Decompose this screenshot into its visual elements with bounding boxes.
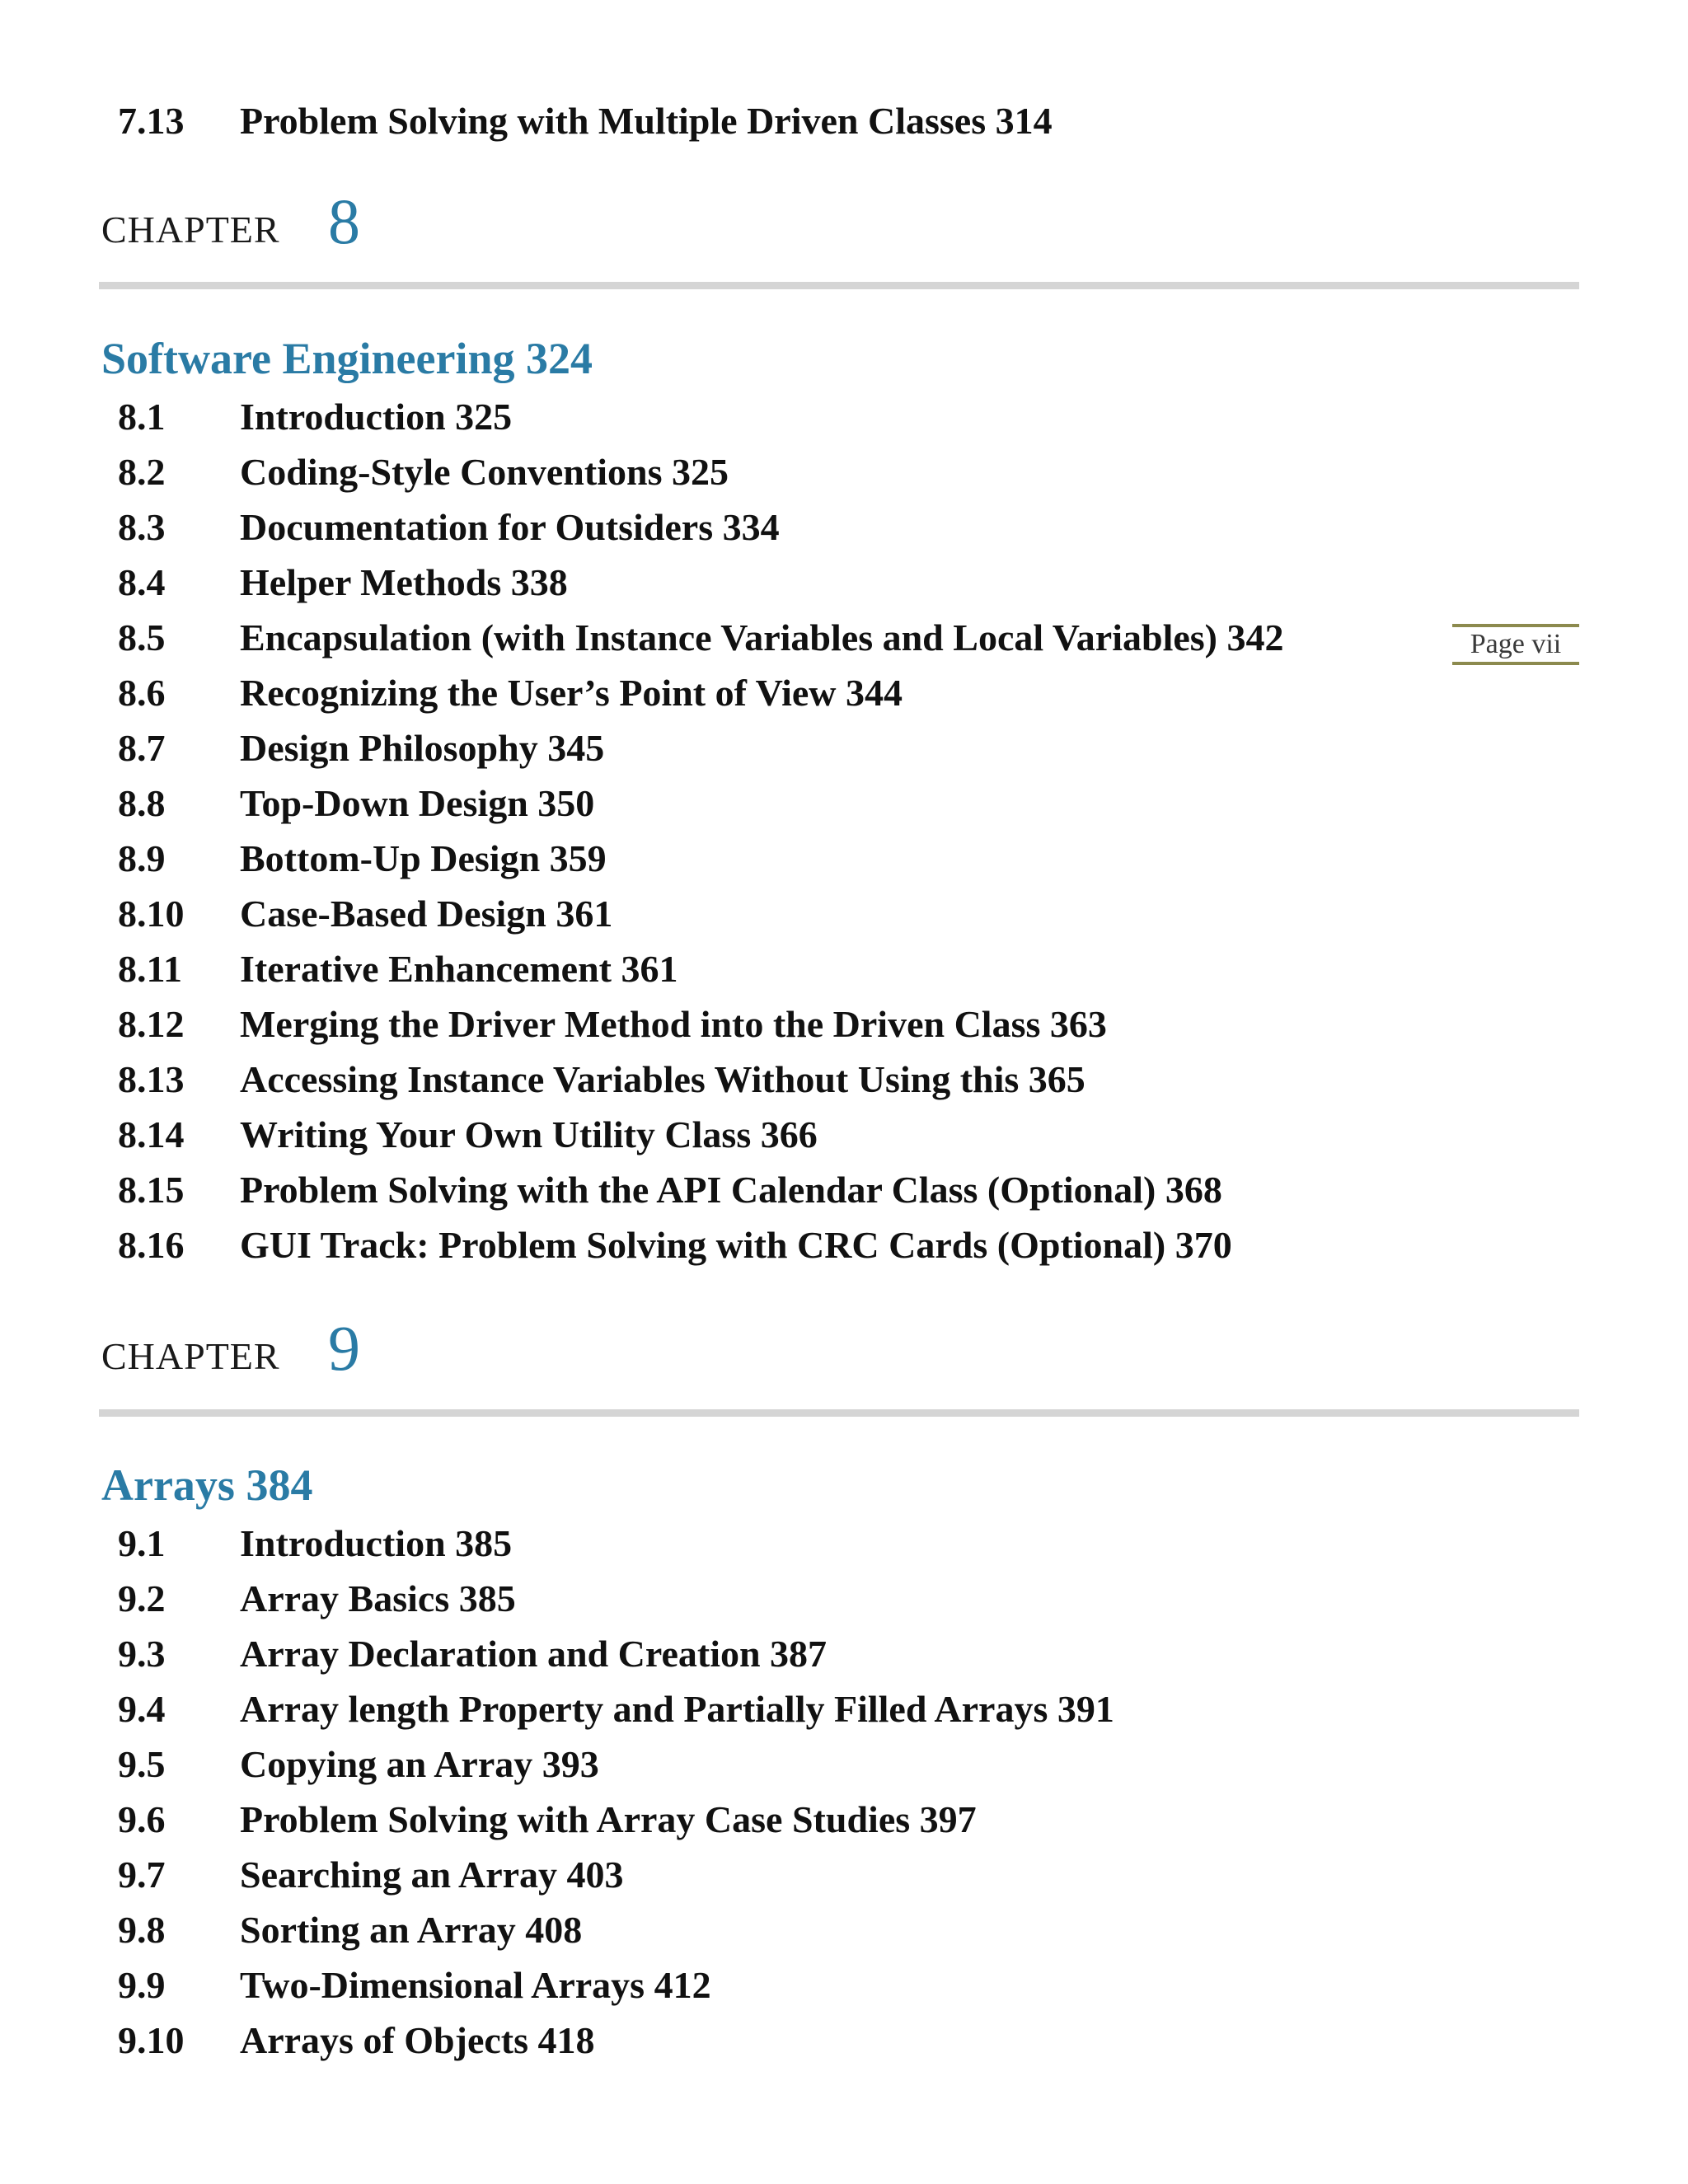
- section-title: Array Declaration and Creation 387: [240, 1633, 828, 1675]
- toc-entry: [118, 668, 903, 718]
- section-title: Problem Solving with Multiple Driven Classes 314: [240, 100, 1053, 142]
- section-title: Design Philosophy 345: [240, 727, 605, 769]
- section-number: 9.1: [118, 1522, 166, 1564]
- chapter-label: CHAPTER: [101, 1335, 280, 1377]
- section-number: 8.13: [118, 1058, 185, 1100]
- toc-entry: [118, 1629, 827, 1679]
- section-number: 9.7: [118, 1854, 166, 1896]
- section-number: 9.2: [118, 1577, 166, 1619]
- section-number: 9.10: [118, 2019, 185, 2061]
- toc-entry: [118, 1110, 818, 1160]
- page-marker: Page vii: [1452, 624, 1579, 665]
- section-title: Arrays of Objects 418: [240, 2019, 595, 2061]
- toc-entry: [118, 1795, 977, 1844]
- section-title: Problem Solving with the API Calendar Class (Optional) 368: [240, 1169, 1222, 1211]
- toc-entry: [118, 1740, 599, 1789]
- section-number: 8.1: [118, 396, 166, 438]
- section-title: Two-Dimensional Arrays 412: [240, 1964, 711, 2006]
- toc-entry: [118, 779, 594, 828]
- section-title: Array length Property and Partially Filled Arrays 391: [240, 1688, 1114, 1730]
- section-number: 8.4: [118, 561, 166, 603]
- section-title: Recognizing the User’s Point of View 344: [240, 672, 903, 714]
- section-number: 8.11: [118, 948, 182, 990]
- section-number: 8.9: [118, 837, 166, 879]
- section-title: Sorting an Array 408: [240, 1909, 583, 1951]
- section-title: Merging the Driver Method into the Driven Class 363: [240, 1003, 1107, 1045]
- toc-entry: [118, 1055, 1085, 1104]
- section-title: GUI Track: Problem Solving with CRC Cards (Optional) 370: [240, 1224, 1232, 1266]
- section-title: Array Basics 385: [240, 1577, 516, 1619]
- section-number: 8.7: [118, 727, 166, 769]
- toc-entry: [118, 1905, 582, 1955]
- toc-entry: [118, 1574, 516, 1624]
- section-number: 9.6: [118, 1798, 166, 1840]
- chapter-number: 9: [328, 1312, 360, 1384]
- toc-entry: [118, 1961, 711, 2010]
- section-title: Documentation for Outsiders 334: [240, 506, 780, 548]
- chapter-divider: [99, 282, 1579, 289]
- chapter-title: Arrays 384: [101, 1460, 313, 1510]
- toc-entry: [118, 448, 729, 497]
- section-title: Coding-Style Conventions 325: [240, 451, 729, 493]
- section-number: 8.5: [118, 616, 166, 658]
- toc-entry: [118, 558, 568, 607]
- section-title: Encapsulation (with Instance Variables and Local Variables) 342: [240, 616, 1284, 658]
- toc-entry: [118, 1165, 1222, 1215]
- section-title: Writing Your Own Utility Class 366: [240, 1113, 818, 1155]
- section-number: 8.8: [118, 782, 166, 824]
- section-number: 8.16: [118, 1224, 185, 1266]
- section-title: Introduction 385: [240, 1522, 513, 1564]
- toc-entry: [118, 96, 1053, 146]
- toc-entry: [118, 1000, 1107, 1049]
- toc-entry: [118, 944, 678, 994]
- section-number: 8.2: [118, 451, 166, 493]
- section-number: 8.3: [118, 506, 166, 548]
- toc-entry: [118, 613, 1284, 663]
- toc-entry: [118, 2016, 595, 2065]
- section-number: 7.13: [118, 100, 185, 142]
- section-title: Top-Down Design 350: [240, 782, 595, 824]
- section-title: Problem Solving with Array Case Studies 397: [240, 1798, 977, 1840]
- section-title: Searching an Array 403: [240, 1854, 624, 1896]
- section-number: 9.8: [118, 1909, 166, 1951]
- chapter-divider: [99, 1409, 1579, 1417]
- section-number: 9.3: [118, 1633, 166, 1675]
- section-title: Case-Based Design 361: [240, 893, 613, 935]
- toc-entry: [118, 392, 512, 442]
- section-title: Helper Methods 338: [240, 561, 568, 603]
- section-title: Iterative Enhancement 361: [240, 948, 678, 990]
- section-title: Copying an Array 393: [240, 1743, 599, 1785]
- toc-entry: [118, 889, 612, 939]
- section-number: 8.14: [118, 1113, 185, 1155]
- toc-entry: [118, 724, 604, 773]
- toc-entry: [118, 1850, 624, 1900]
- section-number: 8.10: [118, 893, 185, 935]
- toc-entry: [118, 1221, 1232, 1270]
- chapter-number: 8: [328, 185, 360, 257]
- toc-entry: [118, 1685, 1114, 1734]
- section-number: 9.5: [118, 1743, 166, 1785]
- section-number: 9.4: [118, 1688, 166, 1730]
- section-title: Introduction 325: [240, 396, 513, 438]
- section-number: 9.9: [118, 1964, 166, 2006]
- section-number: 8.6: [118, 672, 166, 714]
- section-number: 8.15: [118, 1169, 185, 1211]
- section-title: Accessing Instance Variables Without Using this 365: [240, 1058, 1085, 1100]
- chapter-title: Software Engineering 324: [101, 334, 593, 383]
- toc-entry: [118, 503, 780, 552]
- toc-entry: [118, 1519, 512, 1568]
- toc-entry: [118, 834, 607, 883]
- section-title: Bottom-Up Design 359: [240, 837, 607, 879]
- chapter-label: CHAPTER: [101, 209, 280, 251]
- section-number: 8.12: [118, 1003, 185, 1045]
